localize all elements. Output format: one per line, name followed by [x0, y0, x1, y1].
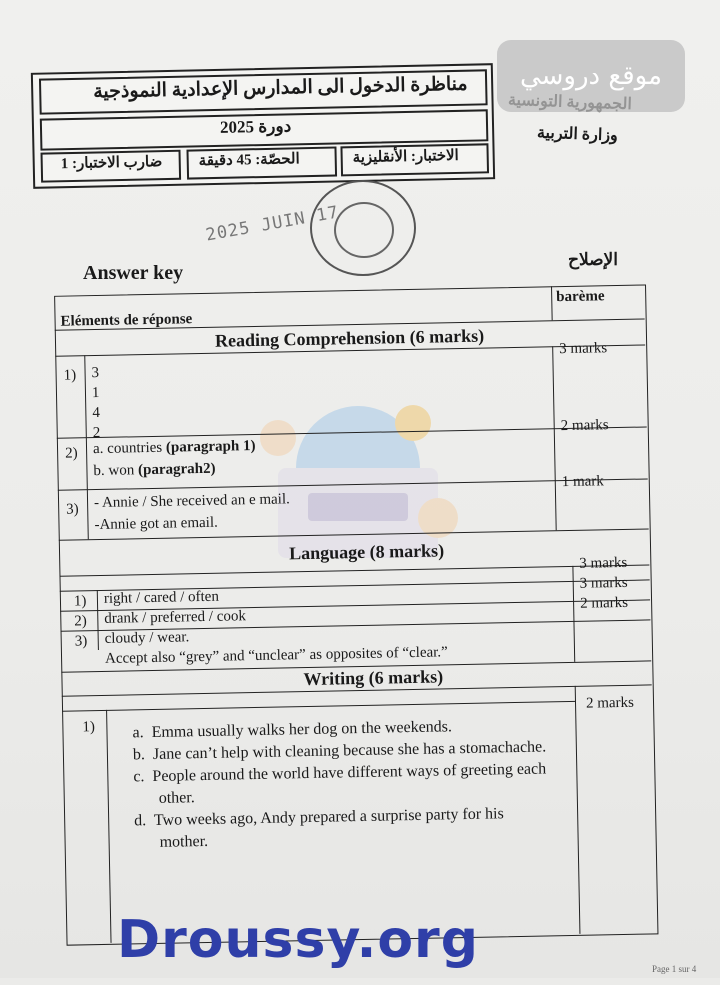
contest-title: مناظرة الدخول الى المدارس الإعدادية النموذجية — [93, 73, 468, 103]
reading-q3-number: 3) — [66, 501, 79, 518]
writing-item-c: c. People around the world have different ways of greeting each — [133, 760, 547, 786]
stamp-date: 2025 JUIN 17 — [204, 202, 341, 246]
reading-q3-answer-1: - Annie / She received an e mail. — [93, 491, 290, 512]
page-number: Page 1 sur 4 — [652, 964, 697, 974]
site-watermark: موقع دروسي — [497, 40, 685, 112]
exam-duration: الحصّة: 45 دقيقة — [198, 151, 300, 170]
reading-q3-marks: 1 mark — [561, 473, 604, 491]
reading-q3-answer-2: -Annie got an email. — [94, 514, 218, 534]
language-q2-marks: 2 marks — [579, 594, 629, 612]
language-q3-answer-2: Accept also “grey” and “unclear” as opposites of “clear.” — [104, 644, 448, 667]
session-year: دورة 2025 — [219, 116, 292, 137]
reading-q2-answer-a: a. countries (paragraph 1) — [92, 437, 256, 458]
col-bareme-header: barème — [556, 288, 605, 306]
writing-item-d: d. Two weeks ago, Andy prepared a surprise party for his — [134, 805, 504, 830]
language-total-marks: 3 marks — [579, 554, 628, 572]
language-q1-answer: right / cared / often — [103, 588, 220, 607]
reading-q1-answer-4: 2 — [92, 424, 101, 442]
writing-q1-marks: 2 marks — [585, 694, 635, 712]
reading-q2-marks: 2 marks — [560, 417, 609, 435]
reading-q1-marks: 3 marks — [559, 340, 608, 358]
answer-key-title-ar: الإصلاح — [568, 250, 618, 269]
footer-brand: Droussy.org — [117, 910, 479, 970]
reading-q1-answer-2: 1 — [91, 384, 100, 402]
writing-section-title: Writing (6 marks) — [303, 666, 444, 690]
language-q1-number: 1) — [73, 593, 87, 610]
language-q1-marks: 3 marks — [579, 574, 628, 592]
writing-q1-number: 1) — [82, 719, 96, 736]
language-q2-answer: drank / preferred / cook — [104, 608, 247, 627]
language-q2-number: 2) — [74, 613, 88, 630]
language-q3-answer-1: cloudy / wear. — [104, 629, 190, 647]
ministry-name: وزارة التربية — [536, 124, 619, 145]
writing-item-b: b. Jane can’t help with cleaning because she has a stomachache. — [132, 738, 547, 764]
col-elements-header: Eléments de réponse — [60, 311, 193, 330]
reading-q2-number: 2) — [64, 445, 78, 462]
language-q3-number: 3) — [74, 633, 88, 650]
reading-q1-answer-3: 4 — [92, 404, 101, 422]
writing-item-d-cont: mother. — [159, 832, 209, 851]
reading-section-title: Reading Comprehension (6 marks) — [214, 325, 485, 351]
writing-item-c-cont: other. — [158, 789, 195, 807]
exam-subject: الاختبار: الأنقليزية — [352, 147, 459, 167]
exam-coefficient: ضارب الاختبار: 1 — [60, 154, 163, 173]
reading-q1-number: 1) — [63, 367, 77, 384]
reading-q1-answer-1: 3 — [91, 364, 100, 382]
writing-item-a: a. Emma usually walks her dog on the weekends. — [132, 718, 453, 742]
reading-q2-answer-b: b. won (paragrah2) — [93, 460, 216, 480]
answer-key-title: Answer key — [83, 262, 184, 284]
language-section-title: Language (8 marks) — [288, 540, 445, 564]
